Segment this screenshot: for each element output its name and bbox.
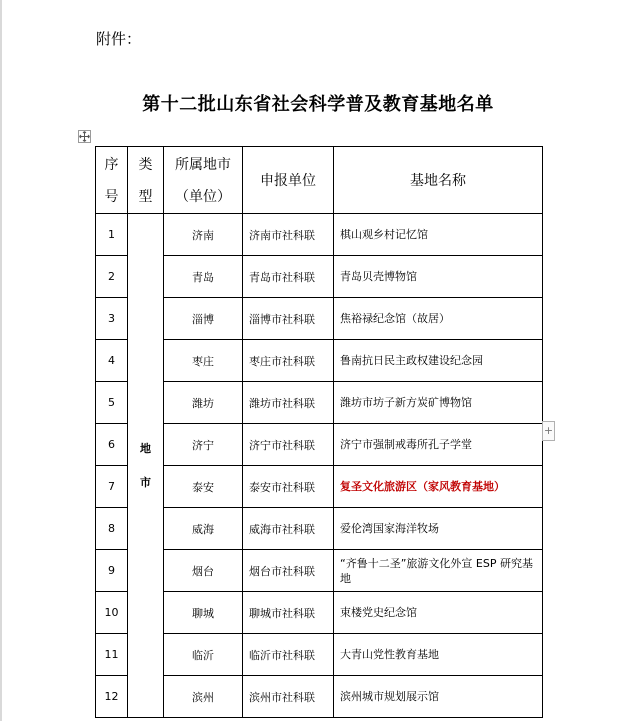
- row-base-name: 济宁市强制戒毒所孔子学堂: [334, 424, 543, 466]
- table-row: [96, 382, 543, 424]
- type-line2: 市: [140, 475, 151, 489]
- header-city: [164, 147, 243, 214]
- row-no: 6: [96, 424, 128, 466]
- table-row: [96, 508, 543, 550]
- row-city: 青岛: [164, 256, 243, 298]
- row-city: 潍坊: [164, 382, 243, 424]
- row-base-name: 滨州城市规划展示馆: [334, 676, 543, 718]
- row-base-name: 大青山党性教育基地: [334, 634, 543, 676]
- header-city-line1: 所属地市: [175, 157, 231, 173]
- header-type: [128, 147, 164, 214]
- base-list-table: [95, 146, 543, 718]
- row-unit: 济宁市社科联: [243, 424, 334, 466]
- row-base-name: 青岛贝壳博物馆: [334, 256, 543, 298]
- header-type-line2: 型: [138, 189, 153, 205]
- row-unit: 淄博市社科联: [243, 298, 334, 340]
- table-header-row: [96, 147, 543, 214]
- row-unit: 枣庄市社科联: [243, 340, 334, 382]
- move-arrows-icon[interactable]: [78, 130, 91, 143]
- row-unit: 聊城市社科联: [243, 592, 334, 634]
- row-base-name: 爱伦湾国家海洋牧场: [334, 508, 543, 550]
- attachment-label: 附件：: [96, 30, 142, 48]
- table-row: [96, 676, 543, 718]
- row-no: 11: [96, 634, 128, 676]
- table-row: [96, 214, 543, 256]
- row-no: 4: [96, 340, 128, 382]
- row-base-name: “齐鲁十二圣”旅游文化外宣 ESP 研究基地: [334, 550, 543, 592]
- row-base-name: 束楼党史纪念馆: [334, 592, 543, 634]
- table-row: [96, 550, 543, 592]
- row-unit: 济南市社科联: [243, 214, 334, 256]
- table-row: [96, 298, 543, 340]
- table-row: [96, 340, 543, 382]
- table-row: [96, 466, 543, 508]
- header-no-line1: 序: [104, 157, 119, 173]
- row-no: 10: [96, 592, 128, 634]
- header-no: [96, 147, 128, 214]
- row-no: 5: [96, 382, 128, 424]
- row-unit: 青岛市社科联: [243, 256, 334, 298]
- row-no: 9: [96, 550, 128, 592]
- row-no: 2: [96, 256, 128, 298]
- header-no-line2: 号: [104, 189, 119, 205]
- header-type-line1: 类: [138, 157, 153, 173]
- row-unit: 潍坊市社科联: [243, 382, 334, 424]
- header-unit: 申报单位: [243, 147, 334, 214]
- row-city: 济宁: [164, 424, 243, 466]
- type-line1: 地: [140, 441, 151, 455]
- plus-icon[interactable]: +: [542, 421, 555, 441]
- header-city-line2: （单位）: [175, 189, 231, 205]
- row-city: 临沂: [164, 634, 243, 676]
- row-no: 8: [96, 508, 128, 550]
- row-no: 12: [96, 676, 128, 718]
- table-row: [96, 256, 543, 298]
- row-city: 滨州: [164, 676, 243, 718]
- table-row: [96, 634, 543, 676]
- document-title: 第十二批山东省社会科学普及教育基地名单: [142, 94, 494, 115]
- row-city: 泰安: [164, 466, 243, 508]
- row-base-name: 潍坊市坊子新方炭矿博物馆: [334, 382, 543, 424]
- row-unit: 临沂市社科联: [243, 634, 334, 676]
- row-no: 1: [96, 214, 128, 256]
- table-row: [96, 424, 543, 466]
- row-base-name: 鲁南抗日民主政权建设纪念园: [334, 340, 543, 382]
- table-row: [96, 592, 543, 634]
- row-no: 3: [96, 298, 128, 340]
- row-no: 7: [96, 466, 128, 508]
- row-base-name-highlighted: 复圣文化旅游区（家风教育基地）: [334, 466, 543, 508]
- header-name: 基地名称: [334, 147, 543, 214]
- row-unit: 烟台市社科联: [243, 550, 334, 592]
- row-unit: 泰安市社科联: [243, 466, 334, 508]
- row-city: 淄博: [164, 298, 243, 340]
- row-base-name: 棋山观乡村记忆馆: [334, 214, 543, 256]
- row-city: 烟台: [164, 550, 243, 592]
- row-unit: 威海市社科联: [243, 508, 334, 550]
- row-city: 聊城: [164, 592, 243, 634]
- row-base-name: 焦裕禄纪念馆（故居）: [334, 298, 543, 340]
- type-cell: [128, 214, 164, 718]
- row-unit: 滨州市社科联: [243, 676, 334, 718]
- row-city: 威海: [164, 508, 243, 550]
- row-city: 济南: [164, 214, 243, 256]
- row-city: 枣庄: [164, 340, 243, 382]
